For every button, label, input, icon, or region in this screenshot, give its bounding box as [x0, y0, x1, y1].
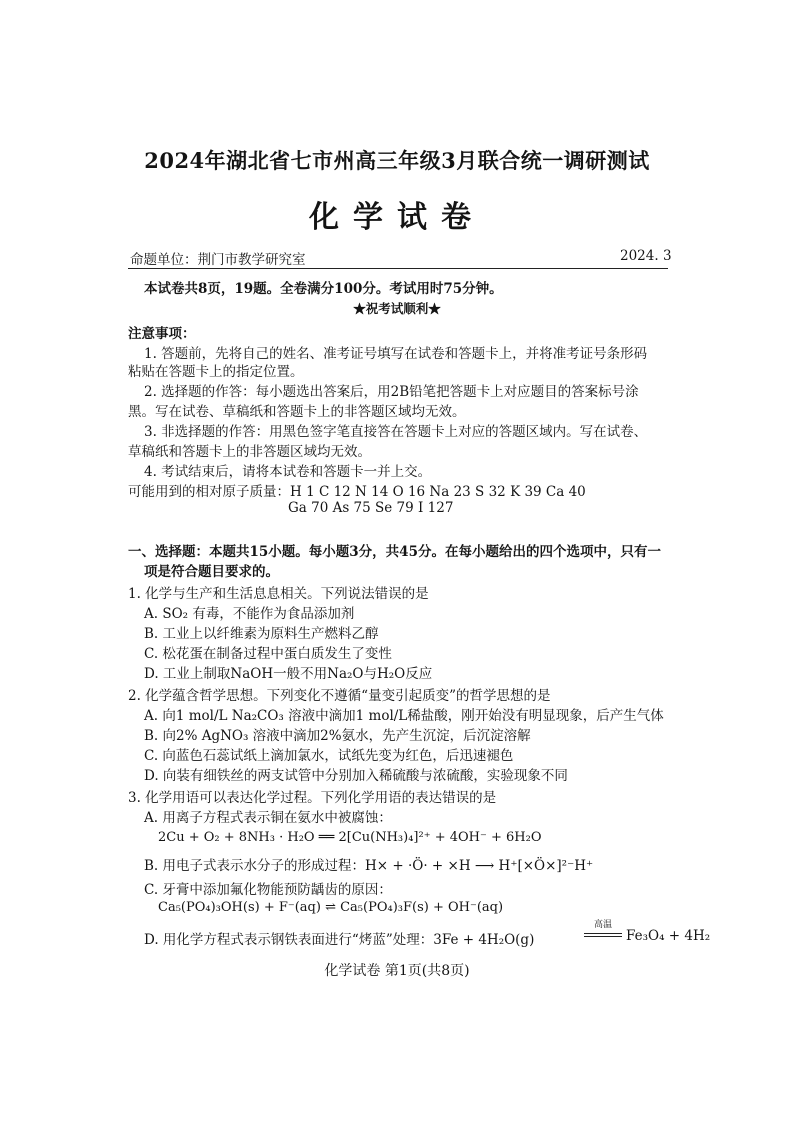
subject-title: 化学试卷 [309, 200, 485, 235]
author-unit: 命题单位：荆门市教学研究室 [130, 252, 306, 268]
equation: Ca₅(PO₄)₃OH(s) + F⁻(aq) ⇌ Ca₅(PO₄)₃F(s) + OH⁻(aq) [158, 900, 504, 915]
note-line: 2. 选择题的作答：每小题选出答案后，用2B铅笔把答题卡上对应题目的答案标号涂 [144, 384, 639, 400]
question-option: A. 向1 mol/L Na₂CO₃ 溶液中滴加1 mol/L稀盐酸，刚开始没有明显现象，后产生气体 [144, 708, 664, 724]
question-stem: 2. 化学蕴含哲学思想。下列变化不遵循“量变引起质变”的哲学思想的是 [128, 688, 551, 704]
note-line: 黑。写在试卷、草稿纸和答题卡上的非答题区域均无效。 [128, 404, 466, 420]
note-line: 1. 答题前，先将自己的姓名、准考证号填写在试卷和答题卡上，并将准考证号条形码 [144, 346, 648, 362]
equation-product: Fe₃O₄ + 4H₂ [626, 928, 711, 944]
note-line: 3. 非选择题的作答：用黑色签字笔直接答在答题卡上对应的答题区域内。写在试卷、 [144, 424, 648, 440]
question-option: B. 向2% AgNO₃ 溶液中滴加2%氨水，先产生沉淀，后沉淀溶解 [144, 728, 531, 744]
question-option: D. 用化学方程式表示钢铁表面进行“烤蓝”处理：3Fe + 4H₂O(g) [144, 932, 535, 948]
notes-heading: 注意事项： [128, 326, 196, 342]
reaction-condition: 高温 [593, 920, 612, 930]
note-line: 4. 考试结束后，请将本试卷和答题卡一并上交。 [144, 464, 432, 480]
question-option: A. SO₂ 有毒，不能作为食品添加剂 [144, 606, 355, 622]
header-divider [128, 268, 668, 269]
exam-date: 2024. 3 [620, 248, 672, 264]
question-stem: 3. 化学用语可以表达化学过程。下列化学用语的表达错误的是 [128, 790, 497, 806]
question-option: D. 工业上制取NaOH一般不用Na₂O与H₂O反应 [144, 666, 433, 682]
atomic-mass-line: Ga 70 As 75 Se 79 I 127 [288, 500, 454, 516]
reaction-arrow [584, 933, 622, 934]
question-stem: 1. 化学与生产和生活息息相关。下列说法错误的是 [128, 586, 429, 602]
section-heading: 一、选择题：本题共15小题。每小题3分，共45分。在每小题给出的四个选项中，只有一 [128, 544, 661, 560]
question-option: C. 向蓝色石蕊试纸上滴加氯水，试纸先变为红色，后迅速褪色 [144, 748, 514, 764]
question-option: C. 松花蛋在制备过程中蛋白质发生了变性 [144, 646, 392, 662]
exam-title: 2024年湖北省七市州高三年级3月联合统一调研测试 [144, 148, 650, 173]
note-line: 草稿纸和答题卡上的非答题区域均无效。 [128, 444, 371, 460]
good-luck-banner: ★祝考试顺利★ [353, 301, 441, 316]
atomic-mass-line: 可能用到的相对原子质量：H 1 C 12 N 14 O 16 Na 23 S 32 K 39 Ca 40 [128, 484, 586, 500]
question-option: B. 工业上以纤维素为原料生产燃料乙醇 [144, 626, 379, 642]
note-line: 粘贴在答题卡上的指定位置。 [128, 364, 304, 380]
question-option: B. 用电子式表示水分子的形成过程：H× + ·Ö· + ×H ⟶ H⁺[×Ö×]²⁻H⁺ [144, 858, 594, 874]
section-heading: 项是符合题目要求的。 [144, 564, 279, 580]
page-footer: 化学试卷 第1页(共8页) [324, 963, 470, 979]
question-option: A. 用离子方程式表示铜在氨水中被腐蚀： [144, 810, 392, 826]
question-option: D. 向装有细铁丝的两支试管中分别加入稀硫酸与浓硫酸，实验现象不同 [144, 768, 568, 784]
reaction-arrow [584, 936, 622, 937]
exam-info: 本试卷共8页，19题。全卷满分100分。考试用时75分钟。 [144, 281, 503, 297]
equation: 2Cu + O₂ + 8NH₃ · H₂O ══ 2[Cu(NH₃)₄]²⁺ + 4OH⁻ + 6H₂O [158, 830, 542, 845]
question-option: C. 牙膏中添加氟化物能预防龋齿的原因： [144, 882, 392, 898]
